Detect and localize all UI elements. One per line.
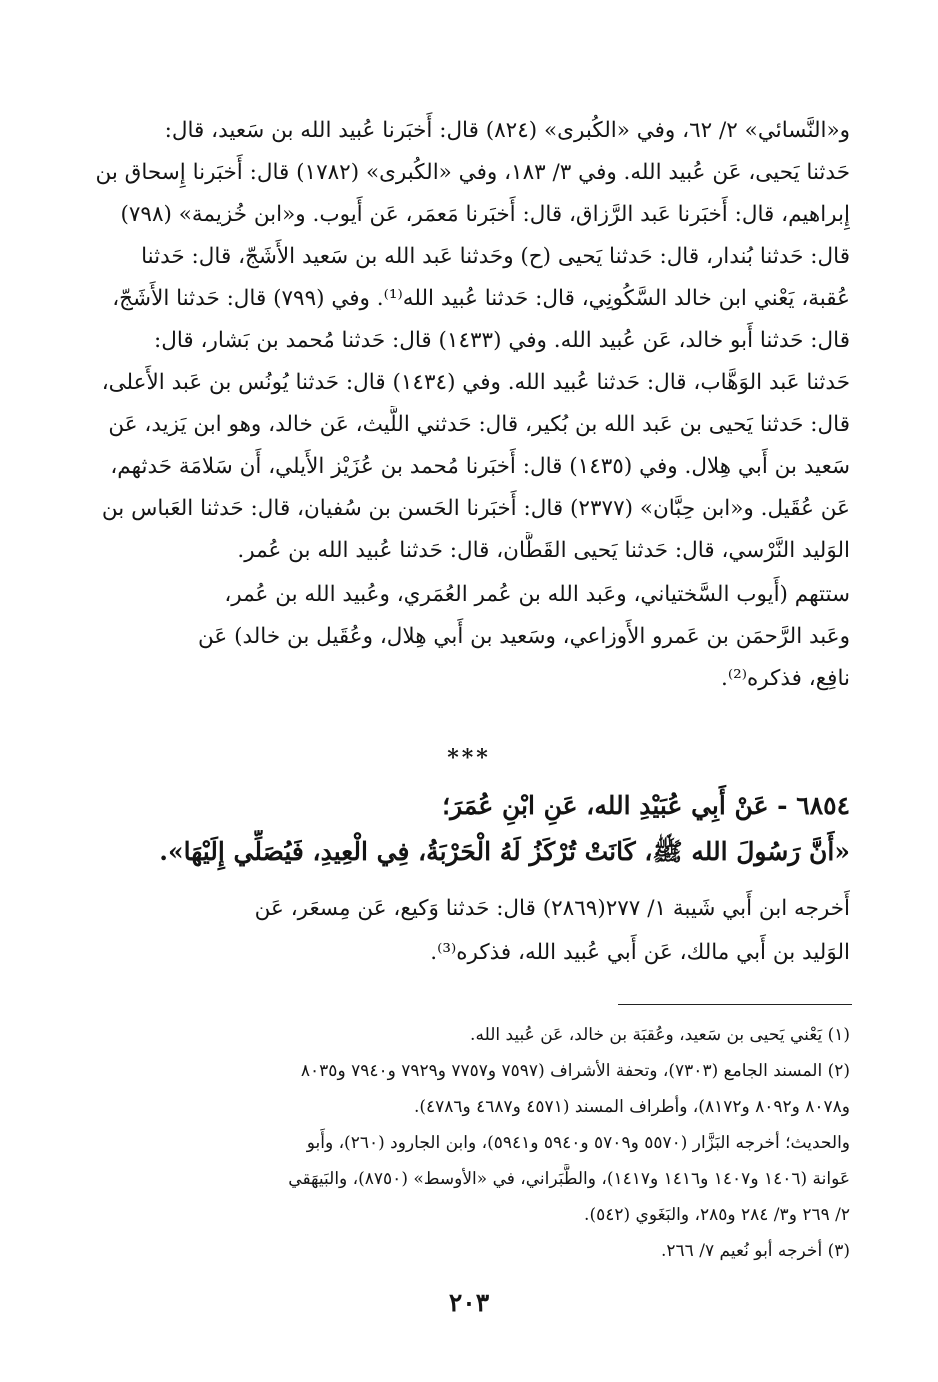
section-separator: *** — [447, 745, 491, 771]
text-line: سَعيد بن أَبي هِلال. وفي (١٤٣٥) قال: أَخبَرنا مُحمد بن عُزَيْز الأَيلي، أَن سَلامَة حَدثهم، — [110, 454, 850, 479]
text-line: قال: حَدثنا أَبو خالد، عَن عُبيد الله. وفي (١٤٣٣) قال: حَدثنا مُحمد بن بَشار، قال: — [154, 328, 850, 353]
hadith-text: «أَنَّ رَسُولَ الله ﷺ، كَانَتْ تُرْكَزُ لَهُ الْحَرْبَةُ، فِي الْعِيدِ، فَيُصَلِّي إِلَيْهَا». — [159, 837, 850, 866]
text-line: قال: حَدثنا بُندار، قال: حَدثنا يَحيى (ح) وحَدثنا عَبد الله بن سَعيد الأَشَجّ، قال: حَدثنا — [141, 244, 850, 269]
page-number: ٢٠٣ — [448, 1288, 490, 1317]
footnote-line: (٢) المسند الجامع (٧٣٠٣)، وتحفة الأشراف (٧٥٩٧ و٧٧٥٧ و٧٩٢٩ و٧٩٤٠ و٨٠٣٥ — [300, 1061, 850, 1081]
footnote-divider — [618, 1004, 852, 1005]
footnote-line: و٨٠٧٨ و٨٠٩٢ و٨١٧٢)، وأطراف المسند (٤٥٧١ و٤٦٨٧ و٤٧٨٦). — [413, 1097, 850, 1117]
text-line: وعَبد الرَّحمَن بن عَمرو الأَوزاعي، وسَعيد بن أَبي هِلال، وعُقَيل بن خالد) عَن — [198, 624, 850, 649]
text-line: و«النَّسائي» ٢/ ٦٢، وفي «الكُبرى» (٨٢٤) قال: أَخبَرنا عُبيد الله بن سَعيد، قال: — [164, 118, 850, 143]
footnote-line: والحديث؛ أخرجه البَزَّار (٥٥٧٠ و٥٧٠٩ و٥٩٤٠ و٥٩٤١)، وابن الجارود (٢٦٠)، وأَبو — [306, 1133, 850, 1153]
text-line: ستتهم (أَيوب السَّختياني، وعَبد الله بن عُمر العُمَري، وعُبيد الله بن عُمر، — [224, 582, 850, 607]
text-line: قال: حَدثنا يَحيى بن عَبد الله بن بُكير، قال: حَدثني اللَّيث، عَن خالد، وهو ابن يَزيد، عَن — [108, 412, 850, 437]
hadith-heading: ٦٨٥٤ - عَنْ أَبِي عُبَيْدِ الله، عَنِ ابْنِ عُمَرَ؛ — [442, 791, 850, 820]
text-line: الوَليد بن أَبي مالك، عَن أَبي عُبيد الله، فذكره⁽³⁾. — [430, 940, 850, 965]
text-line: عُقبة، يَعْني ابن خالد السَّكُونِي، قال: حَدثنا عُبيد الله⁽¹⁾. وفي (٧٩٩) قال: حَدثنا الأَشَجّ، — [112, 286, 850, 311]
footnote-line: (٣) أخرجه أبو نُعيم ٧/ ٢٦٦. — [661, 1241, 850, 1261]
text-line: الوَليد النَّرْسي، قال: حَدثنا يَحيى القَطَّان، قال: حَدثنا عُبيد الله بن عُمر. — [237, 538, 850, 563]
text-line: حَدثنا يَحيى، عَن عُبيد الله. وفي ٣/ ١٨٣، وفي «الكُبرى» (١٧٨٢) قال: أَخبَرنا إِسحاق بن — [95, 160, 850, 185]
footnote-line: (١) يَعْني يَحيى بن سَعيد، وعُقبَة بن خالد، عَن عُبيد الله. — [470, 1025, 850, 1045]
text-line: حَدثنا عَبد الوَهَّاب، قال: حَدثنا عُبيد الله. وفي (١٤٣٤) قال: حَدثنا يُونُس بن عَبد الأَعلى، — [101, 370, 850, 395]
footnote-line: ٢/ ٢٦٩ و٣/ ٢٨٤ و٢٨٥، والبَغَوي (٥٤٢). — [584, 1205, 850, 1225]
text-line: أَخرجه ابن أَبي شَيبة ١/ ٢٧٧(٢٨٦٩) قال: حَدثنا وَكيع، عَن مِسعَر، عَن — [254, 896, 850, 921]
text-line: نافِع، فذكره⁽²⁾. — [721, 666, 850, 691]
footnote-line: عَوانة (١٤٠٦ و١٤٠٧ و١٤١٦ و١٤١٧)، والطَّبَراني، في «الأوسط» (٨٧٥٠)، والبَيهَقي — [288, 1169, 850, 1189]
text-line: عَن عُقَيل. و«ابن حِبَّان» (٢٣٧٧) قال: أَخبَرنا الحَسن بن سُفيان، قال: حَدثنا العَباس بن — [101, 496, 850, 521]
text-line: إِبراهيم، قال: أَخبَرنا عَبد الرَّزاق، قال: أَخبَرنا مَعمَر، عَن أَيوب. و«ابن خُزيمة» (٧٩٨) — [120, 202, 850, 227]
